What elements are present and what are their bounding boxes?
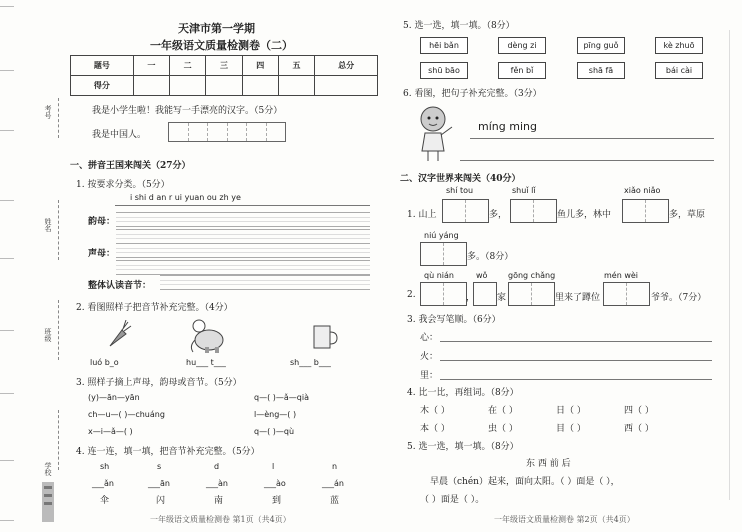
cup-icon [312, 324, 338, 356]
r-q4-item[interactable]: 在（ ） [488, 406, 518, 416]
q4-final[interactable]: ___ào [264, 479, 286, 488]
r-q4-item[interactable]: 日（ ） [556, 406, 586, 416]
girl-icon [410, 103, 456, 169]
r-q2-pinyin: mén wèi [604, 271, 639, 280]
score-row-label: 得分 [71, 76, 134, 96]
q4-initial: l [272, 462, 275, 471]
score-cell[interactable] [206, 76, 242, 96]
divider-line [115, 205, 370, 206]
r-q1-pinyin-b: niú yáng [424, 231, 459, 240]
score-cell[interactable] [278, 76, 314, 96]
score-table-row [71, 76, 378, 96]
handwriting-grid[interactable] [168, 122, 286, 142]
r-q2-text: 2. [407, 290, 416, 300]
q4-char: 蓝 [330, 496, 340, 506]
sidebar-label-class: 班级 [44, 328, 52, 342]
option-cabbage[interactable]: bái cài [655, 62, 703, 79]
r-q4-item[interactable]: 目（ ） [556, 424, 586, 434]
r-q5-word-bank: 东 西 前 后 [526, 459, 571, 469]
r-q5-title-b: 5. 选一选，填一填。（8分） [407, 442, 519, 452]
tian-grid[interactable] [508, 282, 555, 306]
r-q1-text-b: 多。（8分） [467, 252, 514, 262]
r-q2-pinyin: gōng chǎng [508, 271, 556, 280]
q3-left-1: (y)—ān—yān [88, 393, 140, 402]
q4-initial: sh [100, 462, 110, 471]
right-footer: 一年级语文质量检测卷 第2页（共4页） [494, 515, 635, 524]
exam-region-title: 天津市第一学期 [178, 22, 255, 35]
score-table-header [71, 56, 378, 76]
sidebar-line [58, 200, 59, 260]
q4-char: 南 [214, 496, 224, 506]
tian-grid[interactable] [622, 199, 669, 223]
option-desk[interactable]: kè zhuō [655, 37, 703, 54]
q1-row-finals: 韵母： [88, 217, 116, 227]
q3-right-3: q—( )—qù [254, 427, 295, 436]
writing-lines-whole[interactable] [160, 275, 370, 290]
option-blackboard[interactable]: hēi bǎn [420, 37, 468, 54]
r-q1-text: 鱼儿多，林中 [557, 210, 612, 220]
q3-right-1: q—( )—ǎ—qià [254, 393, 309, 402]
r-q2-pinyin: wǒ [476, 271, 488, 280]
q4-final[interactable]: ___ǎn [92, 479, 114, 488]
r-q4-item[interactable]: 木（ ） [420, 406, 450, 416]
exam-title: 一年级语文质量检测卷（二） [150, 39, 293, 52]
r-q2-pinyin: qù nián [424, 271, 454, 280]
q4-initial: n [332, 462, 338, 471]
r-q1-pinyin: shuǐ lǐ [512, 186, 536, 195]
q4-title: 4. 连一连，填一填，把音节补充完整。（5分） [76, 447, 260, 457]
section1-title: 一、拼音王国来闯关（27分） [70, 161, 191, 171]
score-cell[interactable] [133, 76, 169, 96]
r-q5-title: 5. 选一选，填一填。（8分） [403, 21, 515, 31]
r-q5-line2[interactable]: （ ）面是（ ）。 [420, 495, 485, 505]
r-q1-pinyin: shí tou [446, 186, 474, 195]
r-q4-item[interactable]: 本（ ） [420, 424, 450, 434]
bookmark-ornament-icon [40, 482, 56, 522]
r-q4-item[interactable]: 西（ ） [624, 424, 654, 434]
section2-title: 二、汉字世界来闯关（40分） [400, 174, 521, 184]
r-q1-text: 多， [489, 210, 508, 220]
q3-title: 3. 照样子摘上声母，韵母或音节。（5分） [76, 378, 242, 388]
score-header-cell: 题号 [71, 56, 134, 76]
sidebar-label-exam-no: 考号 [44, 105, 52, 119]
page-edge [729, 30, 736, 500]
r-q4-title: 4. 比一比，再组词。（8分） [407, 388, 519, 398]
intro-text: 我是中国人。 [92, 130, 147, 140]
q2-item-radish: luó b_o [90, 358, 119, 367]
q2-title: 2. 看图照样子把音节补充完整。（4分） [76, 303, 233, 313]
edge-mark [0, 6, 14, 7]
score-header-cell: 五 [278, 56, 314, 76]
edge-mark [0, 393, 14, 394]
option-schoolbag[interactable]: shū bāo [420, 62, 468, 79]
edge-mark [0, 200, 14, 201]
edge-mark [0, 460, 14, 461]
stroke-order-line[interactable] [440, 379, 712, 380]
score-cell[interactable] [315, 76, 378, 96]
sidebar-line [58, 300, 59, 360]
q3-left-2: ch—u—( )—chuáng [88, 410, 165, 419]
score-cell[interactable] [242, 76, 278, 96]
q4-initial: d [214, 462, 220, 471]
q1-row-whole: 整体认读音节： [88, 281, 152, 291]
answer-line[interactable] [470, 138, 714, 139]
tian-grid[interactable] [420, 242, 467, 266]
tian-grid[interactable] [473, 282, 497, 306]
stroke-order-line[interactable] [440, 360, 712, 361]
q4-char: 到 [272, 496, 282, 506]
edge-mark [0, 258, 14, 259]
q1-letters: i shi d an r ui yuan ou zh ye [130, 193, 241, 202]
r-q1-text: 1. 山上 [407, 210, 437, 220]
r-q6-pinyin: míng ming [478, 120, 537, 133]
elephant-kid-icon [185, 314, 227, 358]
q3-left-3: x—i—ǎ—( ) [88, 427, 133, 436]
option-apple[interactable]: pīng guǒ [577, 37, 625, 54]
sidebar-label-school: 学校 [44, 462, 52, 476]
q2-item-elephant: hu___ t___ [186, 358, 226, 367]
r-q2-text: 家 [497, 293, 507, 303]
q2-item-cup: sh___ b___ [290, 358, 331, 367]
score-header-cell: 总分 [315, 56, 378, 76]
r-q5-line1[interactable]: 早晨（chén）起来，面向太阳。（ ）面是（ ）， [430, 477, 620, 487]
q1-title: 1. 按要求分类。（5分） [76, 180, 170, 190]
q4-final[interactable]: ___àn [206, 479, 228, 488]
sidebar-label-name: 姓名 [44, 218, 52, 232]
q4-initial: s [157, 462, 162, 471]
r-q2-text: 爷爷。（7分） [651, 293, 707, 303]
score-header-cell: 二 [170, 56, 206, 76]
edge-mark [0, 330, 14, 331]
score-header-cell: 一 [133, 56, 169, 76]
score-cell[interactable] [170, 76, 206, 96]
option-sofa[interactable]: shā fā [577, 62, 625, 79]
r-q3-title: 3. 我会写笔顺。（6分） [407, 315, 501, 325]
sidebar-line [58, 98, 59, 138]
r-q3-char: 火： [420, 352, 439, 362]
score-header-cell: 四 [242, 56, 278, 76]
writing-lines-finals[interactable] [116, 212, 370, 227]
r-q2-text: 里来了蹲位 [555, 293, 601, 303]
option-stool[interactable]: dèng zi [498, 37, 546, 54]
answer-line[interactable] [460, 160, 714, 161]
q3-right-2: l—èng—( ) [254, 410, 297, 419]
writing-lines-initials[interactable] [116, 243, 370, 258]
writing-lines-initials[interactable] [116, 260, 370, 275]
q4-char: 伞 [100, 496, 110, 506]
score-table [70, 55, 378, 96]
r-q1-text: 多，草原 [669, 210, 706, 220]
r-q4-item[interactable]: 虫（ ） [488, 424, 518, 434]
intro-instruction: 我是小学生啦！我能写一手漂亮的汉字。（5分） [92, 106, 283, 116]
binding-sidebar [0, 0, 62, 532]
option-chalk[interactable]: fěn bǐ [498, 62, 546, 79]
edge-mark [0, 70, 14, 71]
left-footer: 一年级语文质量检测卷 第1页（共4页） [150, 515, 291, 524]
r-q1-pinyin: xiǎo niǎo [624, 186, 661, 195]
tian-grid[interactable] [442, 199, 489, 223]
r-q3-char: 心： [420, 333, 439, 343]
q4-final[interactable]: ___ān [148, 479, 170, 488]
r-q2-text: ， [466, 293, 476, 303]
tian-grid[interactable] [510, 199, 557, 223]
q4-final[interactable]: ___án [322, 479, 344, 488]
stroke-order-line[interactable] [440, 341, 712, 342]
radish-icon [102, 320, 132, 354]
r-q6-title: 6. 看图，把句子补充完整。（3分） [403, 89, 542, 99]
sidebar-line [58, 410, 59, 470]
tian-grid[interactable] [603, 282, 650, 306]
edge-mark [0, 130, 14, 131]
tian-grid[interactable] [420, 282, 467, 306]
score-header-cell: 三 [206, 56, 242, 76]
q4-char: 闪 [156, 496, 166, 506]
q1-row-initials: 声母： [88, 249, 116, 259]
r-q3-char: 里： [420, 371, 439, 381]
r-q4-item[interactable]: 四（ ） [624, 406, 654, 416]
writing-lines-finals[interactable] [116, 229, 370, 244]
edge-mark [0, 520, 14, 521]
